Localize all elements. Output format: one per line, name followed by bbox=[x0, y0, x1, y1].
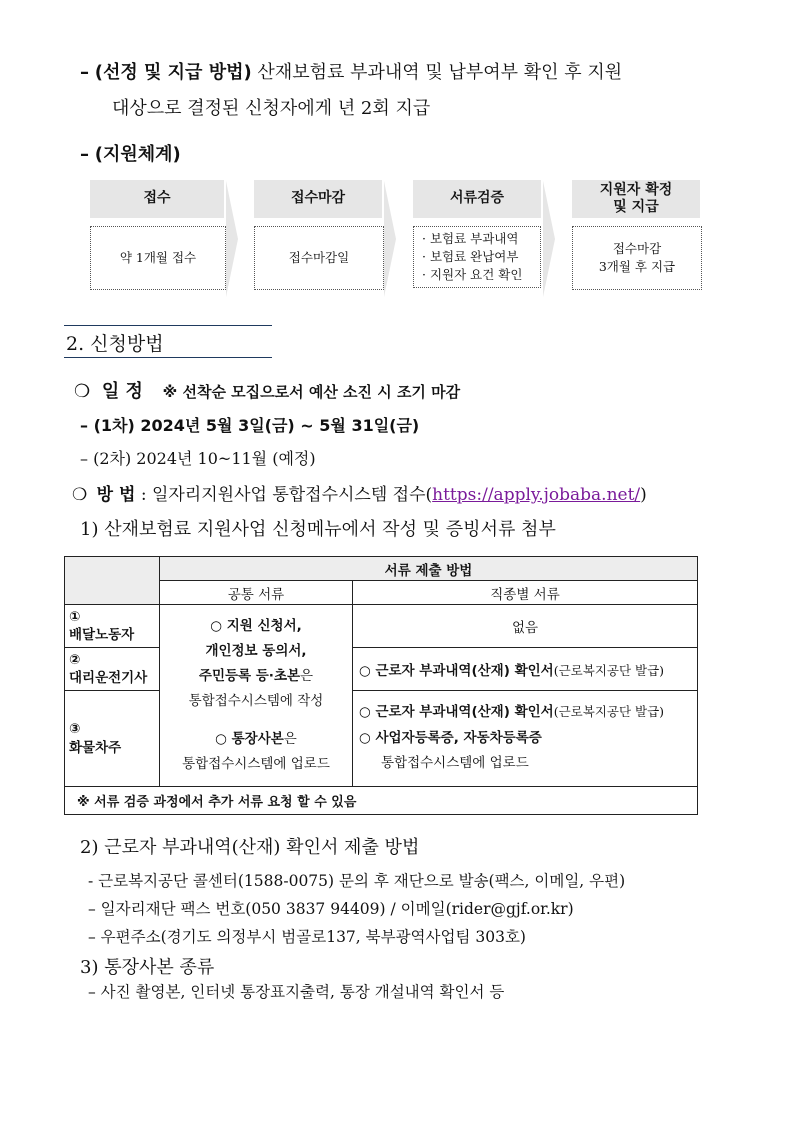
method-label: 방 법 bbox=[96, 485, 136, 505]
job-doc-bold: ○ 사업자등록증, 자동차등록증 bbox=[359, 729, 542, 746]
flow-step-4-head-line: 지원자 확정 bbox=[599, 181, 673, 198]
flow-step-4-body bbox=[572, 226, 702, 290]
common-line: 통합접수시스템에 업로드 bbox=[182, 756, 330, 773]
job-doc-driver bbox=[353, 648, 698, 691]
section-title-rule-bottom bbox=[64, 357, 272, 358]
table-corner bbox=[65, 557, 160, 605]
common-line-bold: ○ 통장사본 bbox=[215, 731, 284, 748]
schedule-second: – (2차) 2024년 10~11월 (예정) bbox=[80, 449, 316, 468]
dash-marker: – bbox=[80, 144, 89, 165]
step3-item: – 사진 촬영본, 인터넷 통장표지출력, 통장 개설내역 확인서 등 bbox=[88, 983, 505, 1001]
flow-arrow-2 bbox=[384, 181, 396, 297]
step2-title: 2) 근로자 부과내역(산재) 확인서 제출 방법 bbox=[80, 837, 420, 858]
flow-step-4-line: 3개월 후 지급 bbox=[598, 259, 676, 274]
row-label-driver bbox=[65, 648, 160, 691]
method-line bbox=[72, 480, 647, 505]
row-name: 대리운전기사 bbox=[69, 670, 148, 686]
common-line-rest: 은 bbox=[300, 667, 314, 684]
flow-step-3-line: · 지원자 요건 확인 bbox=[422, 267, 523, 283]
documents-table bbox=[64, 556, 698, 815]
step2-item: – 우편주소(경기도 의정부시 범골로137, 북부광역사업팀 303호) bbox=[88, 928, 526, 946]
method-close: ) bbox=[640, 485, 647, 505]
flow-step-4-line: 접수마감 bbox=[612, 240, 662, 256]
row-number: ① bbox=[69, 608, 81, 625]
schedule-note: ※ 선착순 모집으로서 예산 소진 시 조기 마감 bbox=[162, 383, 461, 401]
table-footer-note: ※ 서류 검증 과정에서 추가 서류 요청 할 수 있음 bbox=[65, 787, 698, 815]
common-line-bold: 주민등록 등·초본 bbox=[198, 667, 301, 684]
system-label: (지원체계) bbox=[94, 144, 181, 165]
job-doc-note: 통합접수시스템에 업로드 bbox=[381, 755, 529, 772]
flow-step-2-head: 접수마감 bbox=[254, 180, 382, 218]
row-name: 배달노동자 bbox=[69, 627, 135, 643]
method-text: : 일자리지원사업 통합접수시스템 접수( bbox=[135, 485, 433, 505]
col-common-header: 공통 서류 bbox=[160, 581, 353, 605]
schedule-label: 일 정 bbox=[101, 381, 143, 402]
table-header: 서류 제출 방법 bbox=[160, 557, 698, 581]
section-title: 2. 신청방법 bbox=[66, 333, 164, 355]
selection-text-2: 대상으로 결정된 신청자에게 년 2회 지급 bbox=[112, 98, 431, 119]
common-documents bbox=[160, 605, 353, 787]
apply-link[interactable]: https://apply.jobaba.net/ bbox=[432, 485, 641, 505]
flow-step-4-head-line: 및 지급 bbox=[613, 199, 659, 215]
circle-bullet: ❍ bbox=[74, 381, 91, 402]
flow-step-3-body bbox=[413, 226, 541, 288]
step3-title: 3) 통장사본 종류 bbox=[80, 957, 215, 978]
common-line-rest: 은 bbox=[283, 731, 297, 748]
row-label-delivery bbox=[65, 605, 160, 648]
section-title-rule-top bbox=[64, 325, 272, 326]
job-doc-delivery: 없음 bbox=[353, 605, 698, 648]
job-doc-note: (근로복지공단 발급) bbox=[553, 704, 665, 720]
row-number: ③ bbox=[69, 721, 81, 738]
job-doc-bold: ○ 근로자 부과내역(산재) 확인서 bbox=[359, 704, 554, 721]
system-heading bbox=[80, 140, 181, 166]
common-line: ○ 지원 신청서, bbox=[210, 617, 302, 634]
dash-marker: – bbox=[80, 62, 89, 83]
flow-step-3-line: · 보험료 완납여부 bbox=[422, 248, 519, 264]
selection-label: (선정 및 지급 방법) bbox=[94, 62, 252, 83]
common-line: 통합접수시스템에 작성 bbox=[188, 692, 324, 709]
method-step-1: 1) 산재보험료 지원사업 신청메뉴에서 작성 및 증빙서류 첨부 bbox=[80, 519, 556, 540]
flow-arrow-3 bbox=[543, 181, 555, 297]
selection-text: 산재보험료 부과내역 및 납부여부 확인 후 지원 bbox=[251, 62, 623, 83]
row-name: 화물차주 bbox=[69, 739, 122, 756]
job-doc-truck bbox=[353, 691, 698, 787]
schedule-first: – (1차) 2024년 5월 3일(금) ~ 5월 31일(금) bbox=[80, 416, 420, 435]
flow-step-1-body: 약 1개월 접수 bbox=[90, 226, 226, 290]
flow-step-3-line: · 보험료 부과내역 bbox=[422, 230, 519, 246]
flow-step-3-head: 서류검증 bbox=[413, 180, 541, 218]
row-number: ② bbox=[69, 651, 81, 668]
circle-bullet: ❍ bbox=[72, 485, 88, 505]
step2-item: – 일자리재단 팩스 번호(050 3837 94409) / 이메일(rider@gjf.or.kr) bbox=[88, 900, 574, 918]
flow-step-4-head bbox=[572, 180, 700, 218]
row-label-truck bbox=[65, 691, 160, 787]
flow-arrow-1 bbox=[226, 181, 238, 297]
flow-step-2-body: 접수마감일 bbox=[254, 226, 384, 290]
job-doc-note: (근로복지공단 발급) bbox=[553, 663, 665, 678]
flow-step-1-head: 접수 bbox=[90, 180, 224, 218]
common-line: 개인정보 동의서, bbox=[205, 642, 307, 659]
col-job-header: 직종별 서류 bbox=[353, 581, 698, 605]
schedule-heading bbox=[74, 377, 460, 403]
job-doc-bold: ○ 근로자 부과내역(산재) 확인서 bbox=[359, 663, 554, 679]
step2-item: - 근로복지공단 콜센터(1588-0075) 문의 후 재단으로 발송(팩스, 이메일, 우편) bbox=[88, 872, 626, 890]
